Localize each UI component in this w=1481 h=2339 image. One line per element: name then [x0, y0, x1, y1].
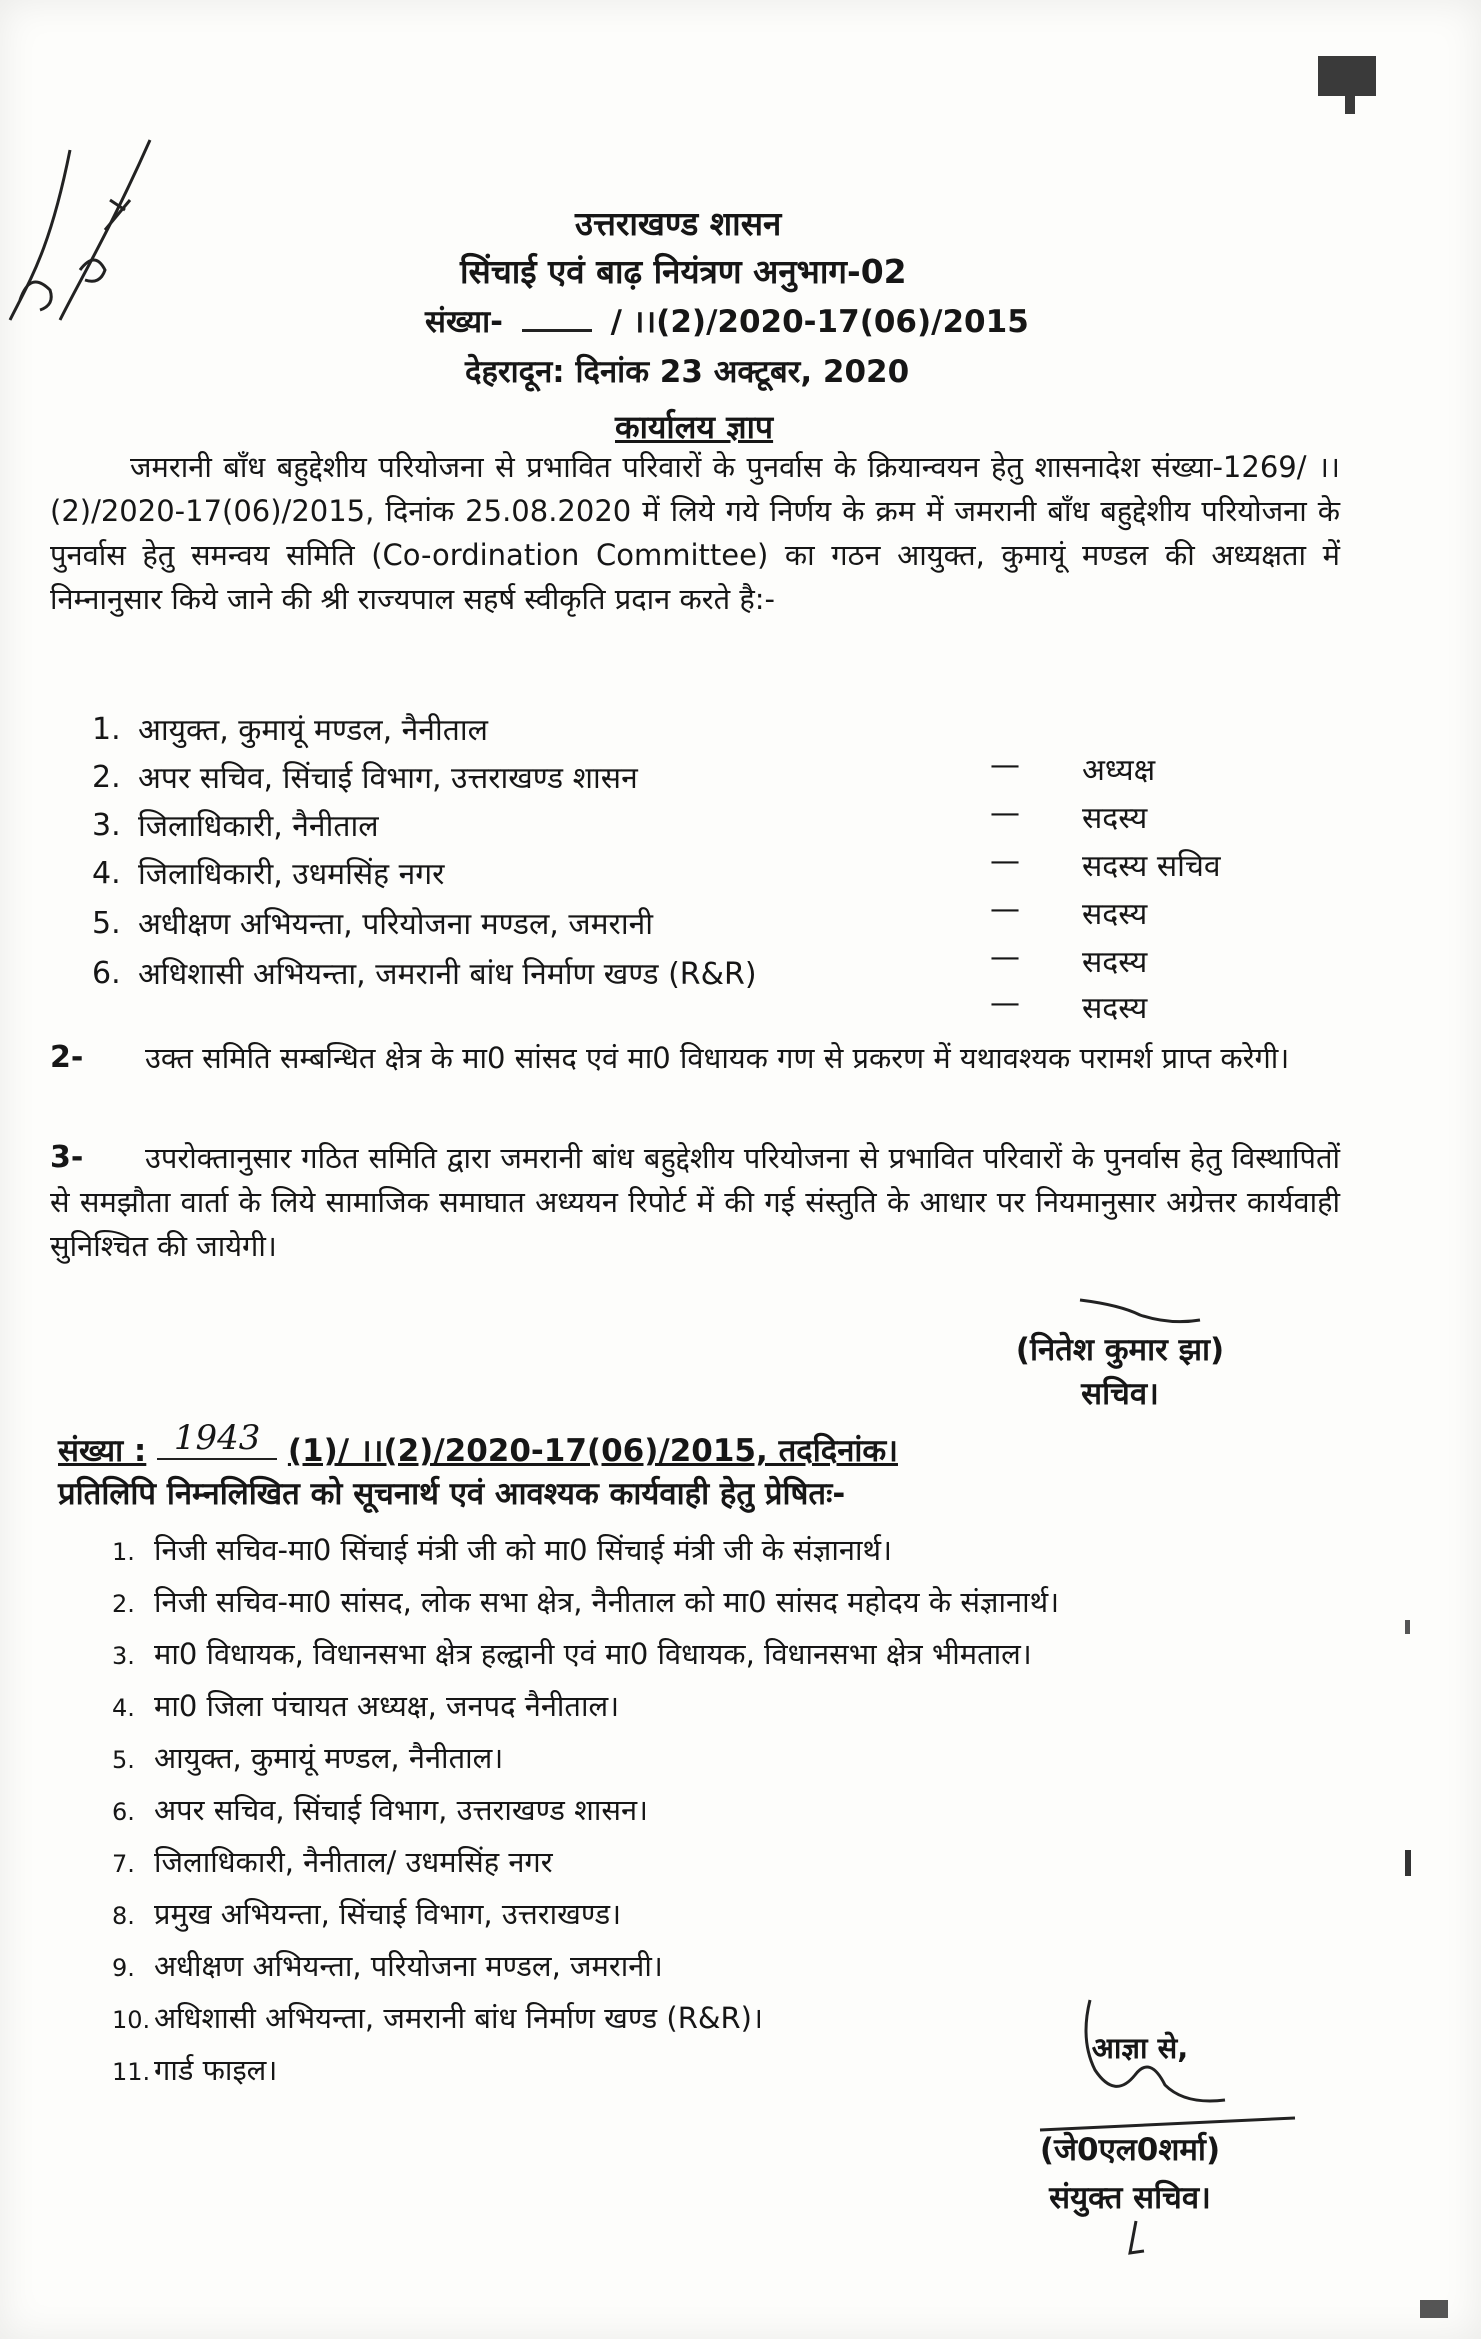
signatory-title: सचिव। [1081, 1376, 1159, 1412]
member-number: 3. [92, 808, 121, 843]
copy-item: 4. मा0 जिला पंचायत अध्यक्ष, जनपद नैनीताल। [112, 1689, 620, 1723]
member-name: अधिशासी अभियन्ता, जमरानी बांध निर्माण खण्ड (R&R) [138, 957, 757, 992]
member-role: सदस्य [1082, 991, 1148, 1026]
member-name: जिलाधिकारी, उधमसिंह नगर [138, 857, 445, 892]
copy-item: 7. जिलाधिकारी, नैनीताल/ उधमसिंह नगर [112, 1845, 553, 1879]
edge-mark [1405, 1620, 1410, 1634]
member-role: सदस्य [1082, 897, 1148, 932]
member-number: 1. [92, 712, 121, 747]
point-3-number: 3- [50, 1140, 84, 1175]
member-number: 5. [92, 906, 121, 941]
header-department: सिंचाई एवं बाढ़ नियंत्रण अनुभाग-02 [460, 252, 907, 291]
corner-mark-tail [1345, 96, 1355, 114]
copy-item: 2. निजी सचिव-मा0 सांसद, लोक सभा क्षेत्र, नैनीताल को मा0 सांसद महोदय के संज्ञानार्थ। [112, 1585, 1060, 1619]
order-line: आज्ञा से, [1091, 2031, 1189, 2065]
member-dash: — [990, 892, 1020, 927]
member-dash: — [990, 748, 1020, 783]
signatory-name: (नितेश कुमार झा) [1015, 1332, 1225, 1368]
signatory-2-title: संयुक्त सचिव। [1049, 2180, 1211, 2216]
bottom-edge-mark [1420, 2300, 1448, 2318]
signature-scribble [1075, 1290, 1205, 1330]
member-number: 6. [92, 956, 121, 991]
member-dash: — [990, 940, 1020, 975]
copy-item: 11. गार्ड फाइल। [112, 2053, 278, 2087]
copy-reference-handwritten: 1943 [157, 1418, 277, 1460]
copy-heading: प्रतिलिपि निम्नलिखित को सूचनार्थ एवं आवश्यक कार्यवाही हेतु प्रेषितः- [58, 1476, 846, 1512]
header-government: उत्तराखण्ड शासन [575, 204, 782, 243]
initial-mark [1118, 2218, 1148, 2258]
copy-reference [58, 1418, 898, 1471]
member-dash: — [990, 844, 1020, 879]
header-reference-prefix: संख्या- [425, 304, 503, 340]
signatory-2-name: (जे0एल0शर्मा) [1039, 2132, 1221, 2168]
intro-paragraph: जमरानी बाँध बहुद्देशीय परियोजना से प्रभावित परिवारों के पुनर्वास के क्रियान्वयन हेतु शासनादेश संख्या-1269/ ।।(2)/2020-17(06)/2015, दिनांक 25.08.2020 में लिये गये निर्णय के क्रम में जमरानी बाँध बहुद्देशीय परियोजना के पुनर्वास हेतु समन्वय समिति (Co-ordination Committee) का गठन आयुक्त, कुमायूं मण्डल की अध्यक्षता में निम्नानुसार किये जाने की श्री राज्यपाल सहर्ष स्वीकृति प्रदान करते है:- [50, 450, 1340, 616]
header-reference [425, 300, 1029, 342]
member-dash: — [990, 796, 1020, 831]
copy-item: 1. निजी सचिव-मा0 सिंचाई मंत्री जी को मा0 सिंचाई मंत्री जी के संज्ञानार्थ। [112, 1533, 892, 1567]
copy-item: 8. प्रमुख अभियन्ता, सिंचाई विभाग, उत्तराखण्ड। [112, 1897, 622, 1931]
member-name: अपर सचिव, सिंचाई विभाग, उत्तराखण्ड शासन [138, 761, 638, 796]
signature-2-scribble [1030, 1990, 1300, 2140]
member-number: 4. [92, 856, 121, 891]
copy-reference-label: संख्या : [58, 1433, 147, 1469]
header-reference-number: / ।।(2)/2020-17(06)/2015 [610, 304, 1029, 340]
member-dash: — [990, 986, 1020, 1021]
handwritten-note [0, 130, 170, 330]
copy-item: 10. अधिशासी अभियन्ता, जमरानी बांध निर्माण खण्ड (R&R)। [112, 2001, 763, 2035]
point-2-number: 2- [50, 1040, 84, 1075]
copy-item: 3. मा0 विधायक, विधानसभा क्षेत्र हल्द्वानी एवं मा0 विधायक, विधानसभा क्षेत्र भीमताल। [112, 1637, 1032, 1671]
member-name: आयुक्त, कुमायूं मण्डल, नैनीताल [138, 713, 488, 748]
member-role: सदस्य [1082, 801, 1148, 836]
copy-item: 9. अधीक्षण अभियन्ता, परियोजना मण्डल, जमरानी। [112, 1949, 663, 1983]
corner-mark [1318, 56, 1376, 96]
point-2-text: उक्त समिति सम्बन्धित क्षेत्र के मा0 सांसद एवं मा0 विधायक गण से प्रकरण में यथावश्यक परामर्श प्राप्त करेगी। [145, 1041, 1290, 1075]
member-name: जिलाधिकारी, नैनीताल [138, 809, 379, 844]
member-role: अध्यक्ष [1082, 753, 1156, 788]
member-name: अधीक्षण अभियन्ता, परियोजना मण्डल, जमरानी [138, 907, 654, 942]
member-role: सदस्य [1082, 945, 1148, 980]
member-number: 2. [92, 760, 121, 795]
header-date: देहरादून: दिनांक 23 अक्टूबर, 2020 [465, 354, 910, 390]
copy-item: 6. अपर सचिव, सिंचाई विभाग, उत्तराखण्ड शासन। [112, 1793, 649, 1827]
point-3-text: उपरोक्तानुसार गठित समिति द्वारा जमरानी बांध बहुद्देशीय परियोजना से प्रभावित परिवारों के पुनर्वास हेतु विस्थापितों से समझौता वार्ता के लिये सामाजिक समाघात अध्ययन रिपोर्ट में की गई संस्तुति के आधार पर नियमानुसार अग्रेत्तर कार्यवाही सुनिश्चित की जायेगी। [50, 1141, 1340, 1263]
header-memo-title: कार्यालय ज्ञाप [615, 408, 774, 446]
member-role: सदस्य सचिव [1082, 849, 1221, 884]
edge-mark [1405, 1850, 1411, 1876]
copy-reference-rest: (1)/ ।।(2)/2020-17(06)/2015, तददिनांक। [287, 1433, 898, 1469]
copy-item: 5. आयुक्त, कुमायूं मण्डल, नैनीताल। [112, 1741, 504, 1775]
